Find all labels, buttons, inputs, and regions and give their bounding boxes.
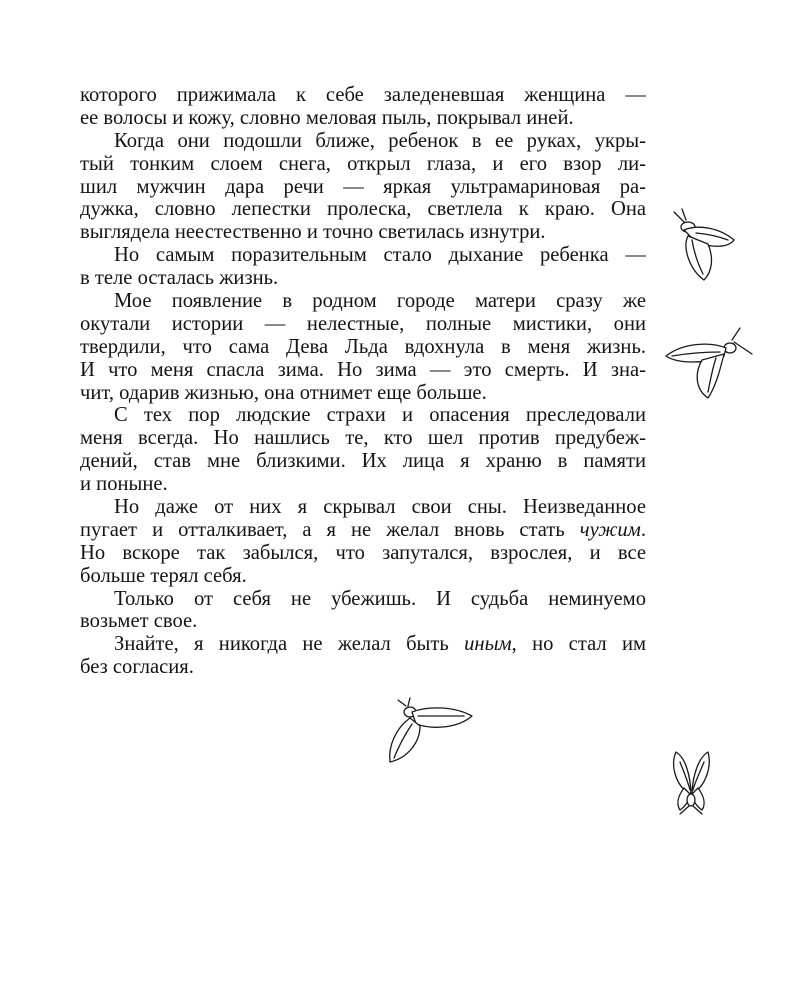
- paragraph: [80, 84, 646, 130]
- text-line: возьмет свое.: [80, 610, 198, 633]
- text-line: [80, 519, 646, 542]
- text-line: ее волосы и кожу, словно меловая пыль, покрывал иней.: [80, 106, 574, 129]
- text-line: Мое появление в родном городе матери сразу же: [114, 290, 646, 313]
- text-line: Но даже от них я скрывал свои сны. Неизведанное: [114, 496, 646, 519]
- paragraph: [80, 404, 646, 496]
- text-line: в теле осталась жизнь.: [80, 267, 279, 290]
- text-line: Но самым поразительным стало дыхание ребенка —: [114, 244, 646, 267]
- text-line: тый тонким слоем снега, открыл глаза, и его взор ли-: [80, 152, 646, 175]
- paragraph: [80, 633, 646, 679]
- paragraph: [80, 290, 646, 404]
- moth-icon: [662, 748, 722, 818]
- text-line: больше терял себя.: [80, 564, 247, 587]
- text-line: выглядела неестественно и точно светилась изнутри.: [80, 221, 546, 244]
- italic-word: чужим: [579, 518, 641, 541]
- text-line: дений, став мне близкими. Их лица я храню в памяти: [80, 450, 646, 473]
- body-text: [80, 84, 646, 679]
- text-line: твердили, что сама Дева Льда вдохнула в меня жизнь.: [80, 335, 646, 358]
- text-line: без согласия.: [80, 656, 194, 679]
- text-segment: пугает и отталкивает, а я не желал вновь стать: [80, 518, 580, 541]
- italic-word: иным: [464, 633, 512, 656]
- text-line: меня всегда. Но нашлись те, кто шел против предубеж-: [80, 427, 646, 450]
- text-line: и поныне.: [80, 473, 168, 496]
- text-line: И что меня спасла зима. Но зима — это смерть. И зна-: [80, 358, 646, 381]
- text-line: Но вскоре так забылся, что запутался, взрослея, и все: [80, 541, 646, 564]
- paragraph: [80, 588, 646, 634]
- text-line: Когда они подошли ближе, ребенок в ее руках, укры-: [114, 129, 646, 152]
- text-line: С тех пор людские страхи и опасения преследовали: [114, 404, 646, 427]
- text-segment: , но стал им: [511, 633, 646, 656]
- text-segment: .: [640, 518, 646, 541]
- text-line: чит, одарив жизнью, она отнимет еще больше.: [80, 381, 487, 404]
- text-line: [80, 633, 646, 656]
- text-line: шил мужчин дара речи — яркая ультрамариновая ра-: [80, 175, 646, 198]
- text-segment: Знайте, я никогда не желал быть: [114, 633, 465, 656]
- moth-icon: [384, 698, 476, 768]
- moth-icon: [662, 326, 756, 402]
- text-line: Только от себя не убежишь. И судьба неминуемо: [114, 587, 646, 610]
- paragraph: [80, 130, 646, 244]
- paragraph: [80, 496, 646, 588]
- moth-icon: [668, 208, 740, 284]
- text-line: окутали истории — нелестные, полные мистики, они: [80, 312, 646, 335]
- paragraph: [80, 244, 646, 290]
- text-line: дужка, словно лепестки пролеска, светлела к краю. Она: [80, 198, 646, 221]
- text-line: которого прижимала к себе заледеневшая женщина —: [80, 84, 646, 106]
